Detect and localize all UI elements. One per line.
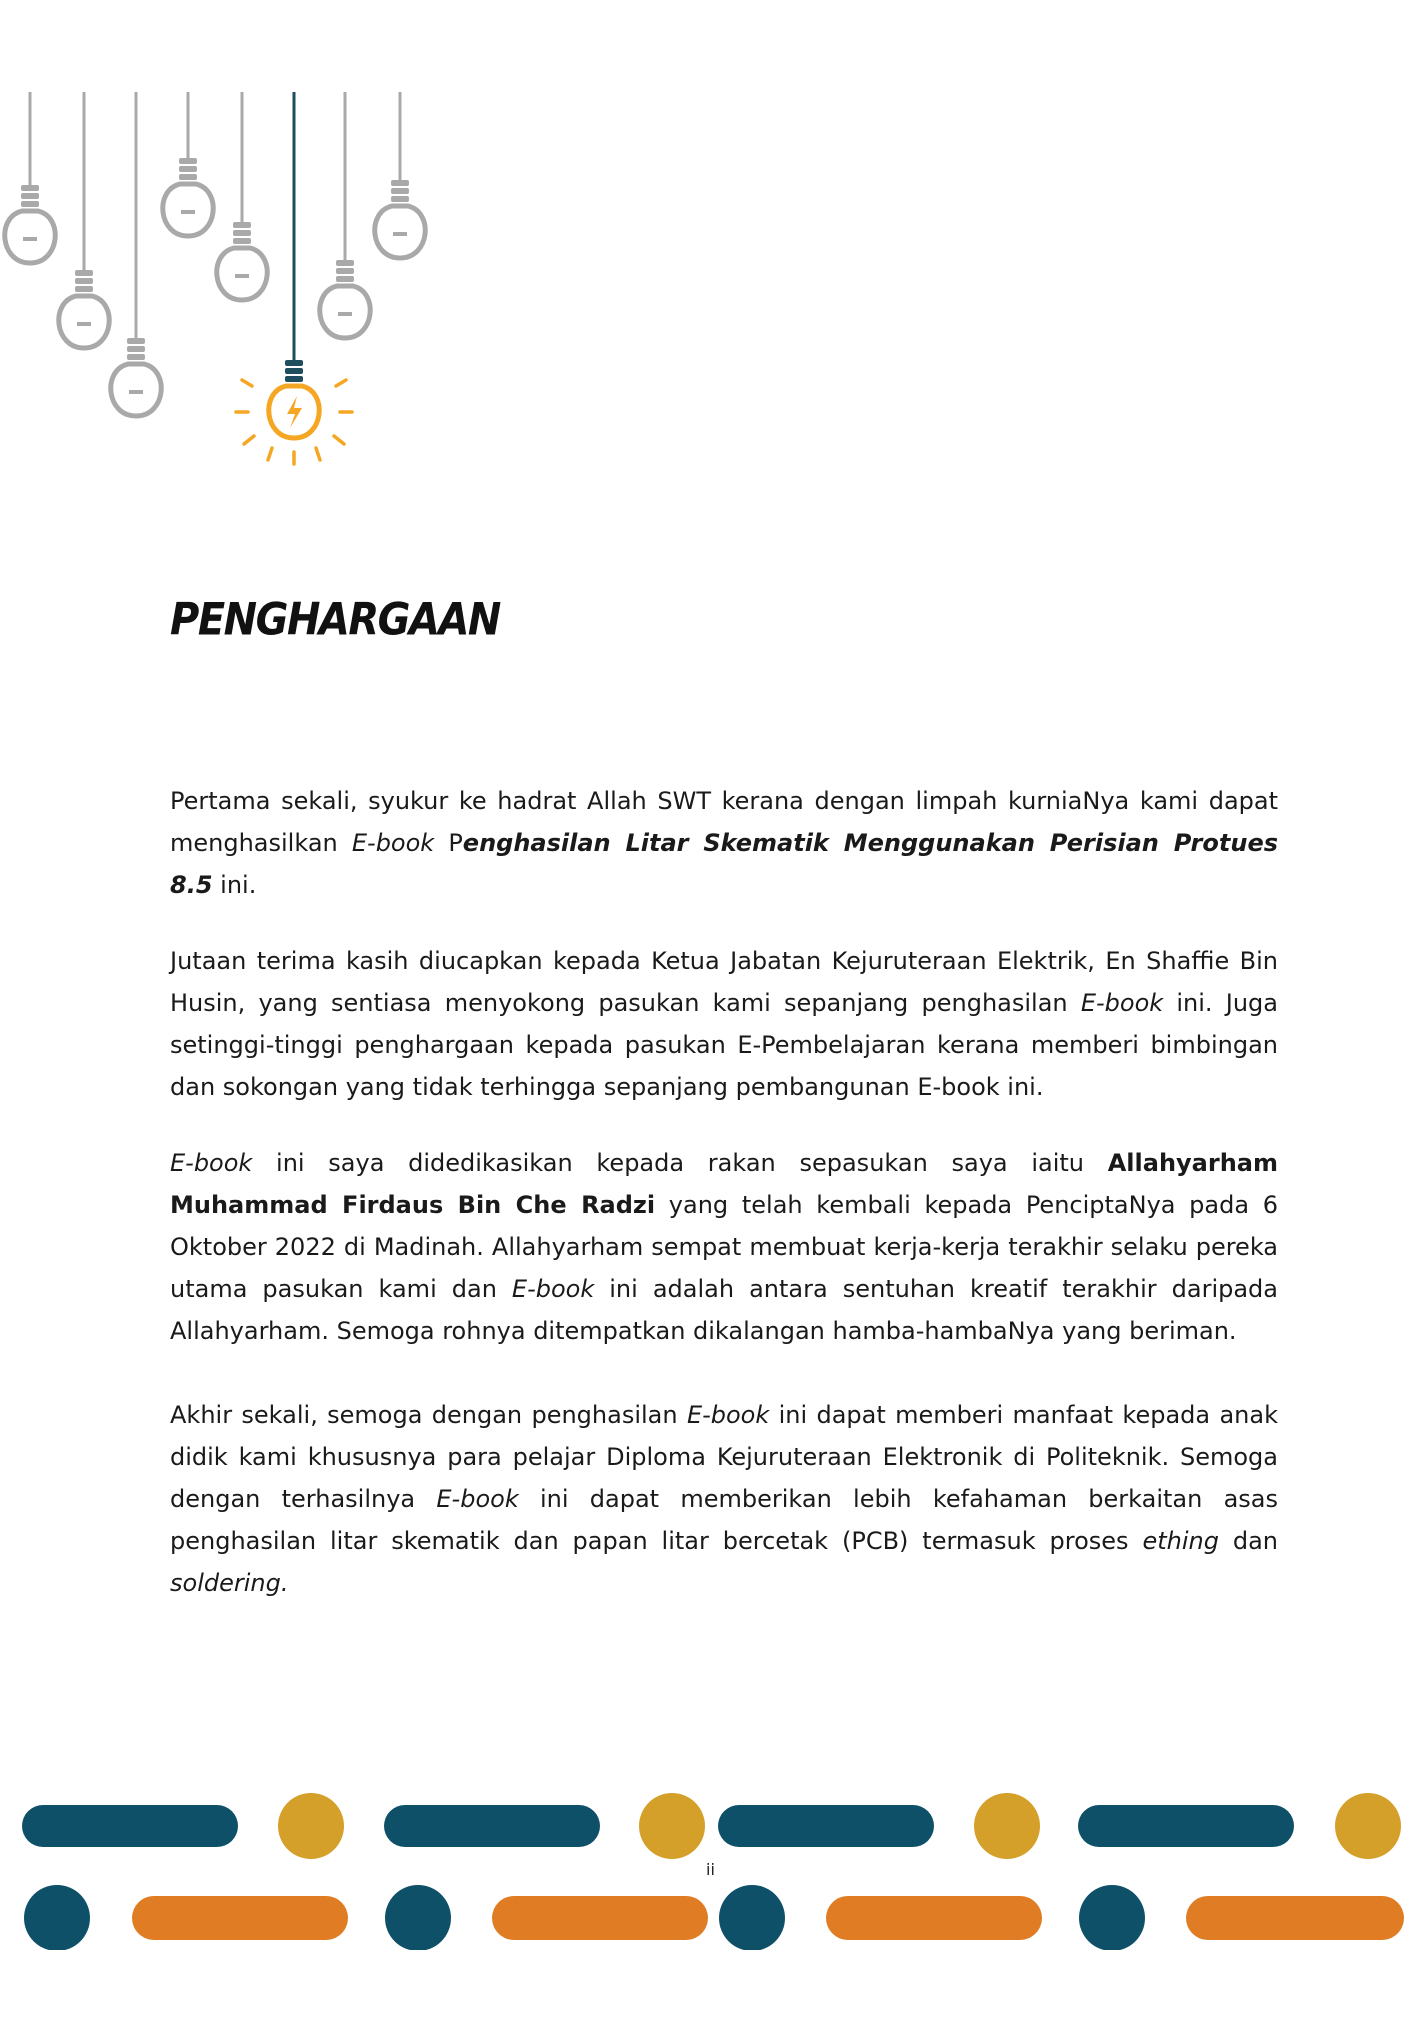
light-bulb-icon bbox=[5, 92, 55, 263]
text-run: ini dapat memberi manfaat kepada anak didik kami khususnya para pelajar Diploma Kejuruteraan Elektronik di Politeknik. Semoga dengan terhasilnya bbox=[170, 1401, 1278, 1513]
light-bulb-icon bbox=[111, 92, 161, 416]
text-run: enghasilan Litar Skematik Menggunakan Perisian Protues 8.5 bbox=[170, 829, 1279, 899]
text-run: Allahyarham Muhammad Firdaus Bin Che Radzi bbox=[170, 1149, 1278, 1219]
text-run: E-book bbox=[170, 1149, 253, 1177]
page-number: ii bbox=[706, 1860, 715, 1879]
pill-shape bbox=[1186, 1896, 1404, 1940]
pill-shape bbox=[1078, 1805, 1294, 1847]
paragraph-3 bbox=[170, 1142, 1278, 1352]
paragraph-4 bbox=[170, 1394, 1278, 1604]
text-run: Akhir sekali, semoga dengan penghasilan bbox=[170, 1401, 687, 1429]
text-run: Jutaan terima kasih diucapkan kepada Ketua Jabatan Kejuruteraan Elektrik, En Shaffie Bin Husin, yang sentiasa menyokong pasukan kami sepanjang penghasilan bbox=[170, 947, 1278, 1017]
text-run: ini saya didedikasikan kepada rakan sepasukan saya iaitu bbox=[252, 1149, 1108, 1177]
text-run: yang telah kembali kepada PenciptaNya pada 6 Oktober 2022 di Madinah. Allahyarham sempat membuat kerja-kerja terakhir selaku pereka utama pasukan kami dan bbox=[170, 1191, 1279, 1303]
text-run: E-book bbox=[511, 1275, 595, 1303]
light-bulb-icon bbox=[163, 92, 213, 236]
light-bulb-icon bbox=[375, 92, 425, 258]
pill-shape bbox=[384, 1805, 600, 1847]
text-run: ething bbox=[1142, 1527, 1219, 1555]
acknowledgement-body bbox=[170, 780, 1278, 1604]
text-run: E-book bbox=[351, 829, 435, 857]
text-run: dan bbox=[1218, 1527, 1279, 1555]
dot-shape bbox=[24, 1885, 90, 1951]
text-run: ini. bbox=[212, 871, 257, 899]
text-run: Pertama sekali, syukur ke hadrat Allah SWT kerana dengan limpah kurniaNya kami dapat menghasilkan bbox=[170, 787, 1278, 857]
text-run: E-book bbox=[436, 1485, 519, 1513]
pill-shape bbox=[132, 1896, 348, 1940]
light-bulb-icon bbox=[59, 92, 109, 348]
paragraph-2 bbox=[170, 940, 1278, 1108]
text-run: soldering. bbox=[170, 1569, 289, 1597]
text-run: ini dapat memberikan lebih kefahaman berkaitan asas penghasilan litar skematik dan papan litar bercetak (PCB) termasuk proses bbox=[170, 1485, 1279, 1555]
light-bulb-icon bbox=[320, 92, 370, 338]
dot-shape bbox=[639, 1793, 705, 1859]
dot-shape bbox=[278, 1793, 344, 1859]
text-run: P bbox=[434, 829, 463, 857]
dot-shape bbox=[719, 1885, 785, 1951]
text-run: E-book bbox=[1080, 989, 1164, 1017]
pill-shape bbox=[718, 1805, 934, 1847]
dot-shape bbox=[974, 1793, 1040, 1859]
pill-shape bbox=[492, 1896, 708, 1940]
text-run: E-book bbox=[686, 1401, 770, 1429]
dot-shape bbox=[1335, 1793, 1401, 1859]
paragraph-1 bbox=[170, 780, 1278, 906]
dot-shape bbox=[1079, 1885, 1145, 1951]
light-bulb-icon bbox=[217, 92, 267, 300]
text-run: ini adalah antara sentuhan kreatif terakhir daripada Allahyarham. Semoga rohnya ditempatkan dikalangan hamba-hambaNya yang beriman. bbox=[170, 1275, 1278, 1345]
pill-shape bbox=[826, 1896, 1042, 1940]
pill-shape bbox=[22, 1805, 238, 1847]
page-title: PENGHARGAAN bbox=[170, 594, 500, 646]
hanging-bulbs-illustration bbox=[0, 0, 460, 480]
text-run: ini. Juga setinggi-tinggi penghargaan kepada pasukan E-Pembelajaran kerana memberi bimbingan dan sokongan yang tidak terhingga sepanjang pembangunan E-book ini. bbox=[170, 989, 1278, 1101]
dot-shape bbox=[385, 1885, 451, 1951]
